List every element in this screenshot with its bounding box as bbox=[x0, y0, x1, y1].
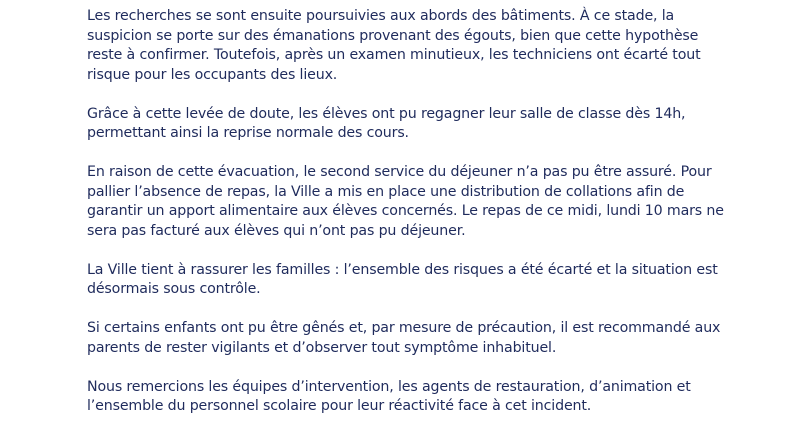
paragraph-precaution: Si certains enfants ont pu être gênés et, par mesure de précaution, il est recommandé aux parents de rester vigilants et d’observer tout symptôme inhabituel. bbox=[87, 320, 721, 356]
paragraph-lunch-service: En raison de cette évacuation, le second service du déjeuner n’a pas pu être assuré. Pour pallier l’absence de repas, la Ville a mis en place une distribution de collations afin de garantir un apport alimentaire aux élèves concernés. Le repas de ce midi, lundi 10 mars ne sera pas facturé aux élèves qui n’ont pas pu déjeuner. bbox=[87, 164, 724, 239]
paragraph-return-to-class: Grâce à cette levée de doute, les élèves ont pu regagner leur salle de classe dès 14h, permettant ainsi la reprise normale des cours. bbox=[87, 105, 686, 141]
article-body bbox=[87, 7, 727, 436]
paragraph-thanks: Nous remercions les équipes d’intervention, les agents de restauration, d’animation et l’ensemble du personnel scolaire pour leur réactivité face à cet incident. bbox=[87, 378, 691, 414]
paragraph-investigation: Les recherches se sont ensuite poursuivies aux abords des bâtiments. À ce stade, la suspicion se porte sur des émanations provenant des égouts, bien que cette hypothèse reste à confirmer. Toutefois, après un examen minutieux, les techniciens ont écarté tout risque pour les occupants des lieux. bbox=[87, 8, 701, 83]
paragraph-reassurance: La Ville tient à rassurer les familles : l’ensemble des risques a été écarté et la situation est désormais sous contrôle. bbox=[87, 261, 718, 297]
